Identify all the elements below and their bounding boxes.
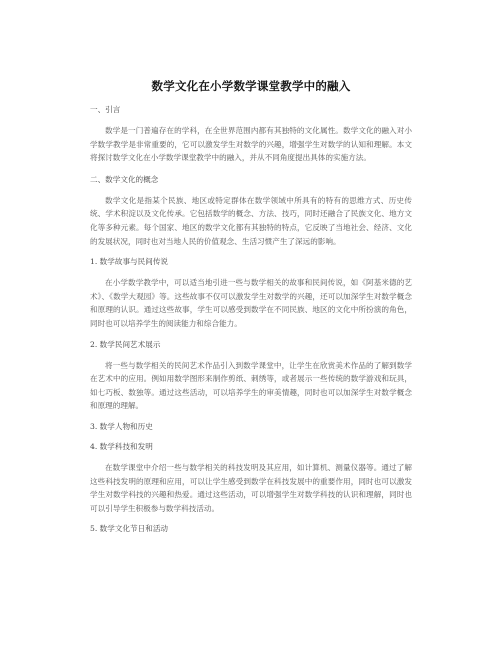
paragraph-tech-inventions: 在数学课堂中介绍一些与数学相关的科技发明及其应用，如计算机、测量仪器等。通过了解这些科技发明的原理和应用，可以让学生感受到数学在科技发展中的重要作用，同时也可以激发学生对数学科技的兴趣和热爱。通过这些活动，可以增强学生对数学科技的认识和理解，同时也可以引导学生积极参与数学科技活动。 <box>90 462 412 513</box>
subheading-stories: 1. 数学故事与民间传说 <box>90 257 169 267</box>
paragraph-folk-art: 将一些与数学相关的民间艺术作品引入到数学课堂中，让学生在欣赏美术作品的了解到数学在艺术中的应用。例如用数学图形来制作剪纸、刺绣等，或者展示一些传统的数学游戏和玩具，如七巧板、数独等。通过这些活动，可以培养学生的审美情趣，同时也可以加深学生对数学概念和原理的理解。 <box>90 360 412 411</box>
paragraph-concept: 数学文化是指某个民族、地区或特定群体在数学领域中所具有的特有的思维方式、历史传统、学术积淀以及文化传承。它包括数学的概念、方法、技巧，同时还融合了民族文化、地方文化等多种元素。每个国家、地区的数学文化都有其独特的特点，它反映了当地社会、经济、文化的发展状况，同时也对当地人民的价值观念、生活习惯产生了深远的影响。 <box>90 195 412 246</box>
subheading-folk-art: 2. 数学民间艺术展示 <box>90 339 161 349</box>
document-body <box>90 105 412 534</box>
subheading-people-history: 3. 数学人物和历史 <box>90 421 153 431</box>
section-heading-concept: 二、数学文化的概念 <box>90 174 159 184</box>
document-title: 数学文化在小学数学课堂教学中的融入 <box>151 79 351 93</box>
paragraph-stories: 在小学数学教学中，可以适当地引进一些与数学相关的故事和民间传说，如《阿基米德的艺术》、《数学大观园》等。这些故事不仅可以激发学生对数学的兴趣，还可以加深学生对数学概念和原理的认识。通过这些故事，学生可以感受到数学在不同民族、地区的文化中所扮演的角色，同时也可以培养学生的阅读能力和综合能力。 <box>90 278 412 328</box>
paragraph-intro: 数学是一门普遍存在的学科，在全世界范围内都有其独特的文化属性。数学文化的融入对小学数学教学是非常重要的，它可以激发学生对数学的兴趣，增强学生对数学的认知和理解。本文将探讨数学文化在小学数学课堂教学中的融入，并从不同角度提出具体的实施方法。 <box>90 126 412 163</box>
section-heading-intro: 一、引言 <box>90 105 121 114</box>
subheading-tech-inventions: 4. 数学科技和发明 <box>90 441 153 451</box>
subheading-festivals: 5. 数学文化节日和活动 <box>90 524 169 534</box>
